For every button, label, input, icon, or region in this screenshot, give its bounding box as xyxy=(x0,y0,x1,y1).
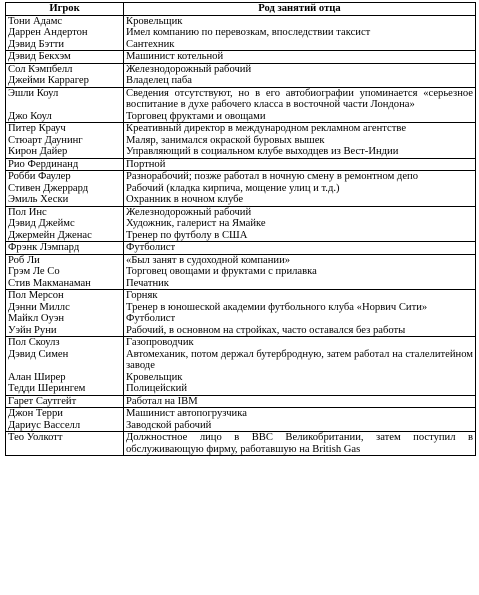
table-row xyxy=(6,39,476,51)
player-cell: Стивен Джеррард xyxy=(6,183,124,195)
player-cell: Пол Скоулз xyxy=(6,337,124,349)
table-row xyxy=(6,218,476,230)
table-row xyxy=(6,183,476,195)
player-cell: Алан Ширер xyxy=(6,372,124,384)
player-cell: Фрэнк Лэмпард xyxy=(6,242,124,255)
table-row xyxy=(6,230,476,242)
occupation-cell: Тренер в юношеской академии футбольного клуба «Норвич Сити» xyxy=(124,302,476,314)
players-table xyxy=(5,2,476,456)
occupation-cell: Должностное лицо в BBC Великобритании, затем поступил в обслуживающую фирму, работавшую на British Gas xyxy=(124,432,476,456)
player-cell: Дэнни Миллс xyxy=(6,302,124,314)
occupation-cell: Печатник xyxy=(124,278,476,290)
player-cell: Тедди Шерингем xyxy=(6,383,124,395)
occupation-cell: Охранник в ночном клубе xyxy=(124,194,476,206)
player-cell: Дэвид Симен xyxy=(6,349,124,372)
table-row xyxy=(6,123,476,135)
table-row xyxy=(6,278,476,290)
player-cell: Сол Кэмпбелл xyxy=(6,63,124,75)
occupation-cell: Горняк xyxy=(124,290,476,302)
table-row xyxy=(6,408,476,420)
table-row xyxy=(6,87,476,111)
player-cell: Дэвид Джеймс xyxy=(6,218,124,230)
table-row xyxy=(6,432,476,456)
occupation-cell: Машинист котельной xyxy=(124,51,476,64)
occupation-cell: Железнодорожный рабочий xyxy=(124,63,476,75)
occupation-cell: Сведения отсутствуют, но в его автобиографии упоминается «серьезное воспитание в духе рабочего класса в восточной части Лондона» xyxy=(124,87,476,111)
player-cell: Стюарт Даунинг xyxy=(6,135,124,147)
player-cell: Джон Терри xyxy=(6,408,124,420)
table-row xyxy=(6,158,476,171)
table-row xyxy=(6,194,476,206)
player-cell: Даррен Андертон xyxy=(6,27,124,39)
table-row xyxy=(6,111,476,123)
table-row xyxy=(6,395,476,408)
occupation-cell: Разнорабочий; позже работал в ночную смену в ремонтном депо xyxy=(124,171,476,183)
occupation-cell: Управляющий в социальном клубе выходцев из Вест-Индии xyxy=(124,146,476,158)
table-body xyxy=(6,15,476,456)
player-cell: Тео Уолкотт xyxy=(6,432,124,456)
player-cell: Гарет Саутгейт xyxy=(6,395,124,408)
occupation-cell: Тренер по футболу в США xyxy=(124,230,476,242)
table-row xyxy=(6,15,476,27)
player-cell: Джейми Каррагер xyxy=(6,75,124,87)
table-row xyxy=(6,266,476,278)
occupation-cell: Футболист xyxy=(124,242,476,255)
table-row xyxy=(6,372,476,384)
occupation-cell: Сантехник xyxy=(124,39,476,51)
occupation-cell: Железнодорожный рабочий xyxy=(124,206,476,218)
occupation-cell: Креативный директор в международном рекламном агентстве xyxy=(124,123,476,135)
player-cell: Кирон Дайер xyxy=(6,146,124,158)
table-row xyxy=(6,75,476,87)
occupation-cell: Рабочий (кладка кирпича, мощение улиц и т.д.) xyxy=(124,183,476,195)
table-row xyxy=(6,51,476,64)
occupation-cell: Кровельщик xyxy=(124,372,476,384)
player-cell: Эмиль Хески xyxy=(6,194,124,206)
occupation-cell: Маляр, занимался окраской буровых вышек xyxy=(124,135,476,147)
player-cell: Дариус Васселл xyxy=(6,420,124,432)
player-cell: Джермейн Дженас xyxy=(6,230,124,242)
player-cell: Дэвид Бекхэм xyxy=(6,51,124,64)
player-cell: Робби Фаулер xyxy=(6,171,124,183)
occupation-cell: Владелец паба xyxy=(124,75,476,87)
player-cell: Дэвид Бэтти xyxy=(6,39,124,51)
table-row xyxy=(6,63,476,75)
table-row xyxy=(6,135,476,147)
player-cell: Рио Фердинанд xyxy=(6,158,124,171)
table-row xyxy=(6,337,476,349)
table-row xyxy=(6,206,476,218)
table-row xyxy=(6,242,476,255)
player-cell: Майкл Оуэн xyxy=(6,313,124,325)
table-row xyxy=(6,302,476,314)
player-cell: Уэйн Руни xyxy=(6,325,124,337)
player-cell: Грэм Ле Со xyxy=(6,266,124,278)
player-cell: Пол Мерсон xyxy=(6,290,124,302)
occupation-cell: Автомеханик, потом держал бутербродную, затем работал на сталелитейном заводе xyxy=(124,349,476,372)
player-cell: Пол Инс xyxy=(6,206,124,218)
occupation-cell: Торговец овощами и фруктами с прилавка xyxy=(124,266,476,278)
occupation-cell: Рабочий, в основном на стройках, часто оставался без работы xyxy=(124,325,476,337)
occupation-cell: Торговец фруктами и овощами xyxy=(124,111,476,123)
occupation-cell: Футболист xyxy=(124,313,476,325)
occupation-cell: Художник, галерист на Ямайке xyxy=(124,218,476,230)
player-cell: Питер Крауч xyxy=(6,123,124,135)
occupation-cell: «Был занят в судоходной компании» xyxy=(124,254,476,266)
table-row xyxy=(6,313,476,325)
player-cell: Роб Ли xyxy=(6,254,124,266)
table-row xyxy=(6,27,476,39)
occupation-cell: Машинист автопогрузчика xyxy=(124,408,476,420)
occupation-column-header: Род занятий отца xyxy=(124,3,476,16)
occupation-cell: Заводской рабочий xyxy=(124,420,476,432)
table-row xyxy=(6,349,476,372)
header-row xyxy=(6,3,476,16)
player-cell: Тони Адамс xyxy=(6,15,124,27)
occupation-cell: Работал на IBM xyxy=(124,395,476,408)
player-cell: Эшли Коул xyxy=(6,87,124,111)
table-row xyxy=(6,254,476,266)
table-row xyxy=(6,171,476,183)
table-row xyxy=(6,420,476,432)
player-cell: Джо Коул xyxy=(6,111,124,123)
table-row xyxy=(6,383,476,395)
occupation-cell: Газопроводчик xyxy=(124,337,476,349)
table-row xyxy=(6,290,476,302)
player-cell: Стив Макманаман xyxy=(6,278,124,290)
table-row xyxy=(6,146,476,158)
occupation-cell: Имел компанию по перевозкам, впоследствии таксист xyxy=(124,27,476,39)
occupation-cell: Полицейский xyxy=(124,383,476,395)
table-row xyxy=(6,325,476,337)
player-column-header: Игрок xyxy=(6,3,124,16)
occupation-cell: Кровельщик xyxy=(124,15,476,27)
occupation-cell: Портной xyxy=(124,158,476,171)
